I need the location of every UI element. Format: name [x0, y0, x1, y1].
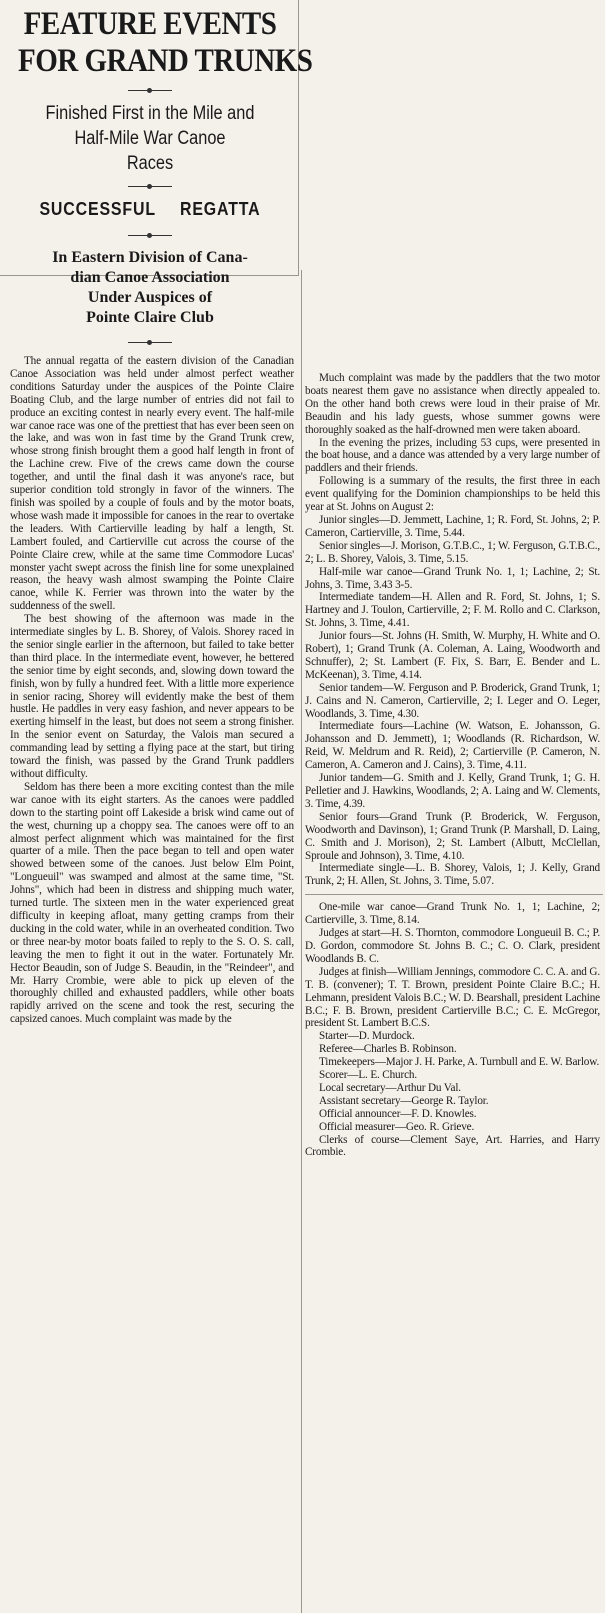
- official-entry: Assistant secretary—George R. Taylor.: [319, 1094, 489, 1107]
- banner-word-1: SUCCESSFUL: [39, 198, 156, 219]
- deck: [0, 248, 300, 328]
- official-entry: Timekeepers—Major J. H. Parke, A. Turnbull and E. W. Barlow.: [319, 1056, 600, 1069]
- ornament-dash: [128, 186, 172, 187]
- subhead-line-3: Races: [126, 153, 174, 174]
- article-paragraph: Following is a summary of the results, the first three in each event qualifying for the Dominion championships to be held this year at St. Johns on August 2:: [305, 475, 600, 514]
- result-entry: Junior singles—D. Jemmett, Lachine, 1; R. Ford, St. Johns, 2; P. Cameron, Cartierville, 3. Time, 5.44.: [305, 513, 600, 539]
- headline-line-1: FEATURE EVENTS: [23, 6, 277, 42]
- headline: [18, 6, 313, 80]
- result-entry: Intermediate fours—Lachine (W. Watson, E. Johansson, G. Johansson and D. Jemmett), 1; Woodlands (R. Richardson, W. Reid, W. Meldrum and R. Reid), 2; Cartierville (P. Cameron, N. Cameron, A. Cameron and J. Cains), 3. Time, 4.11.: [305, 720, 600, 772]
- official-entry: Official announcer—F. D. Knowles.: [319, 1107, 477, 1120]
- subhead-line-2: Half-Mile War Canoe: [74, 128, 226, 149]
- subhead-line-1: Finished First in the Mile and: [45, 103, 255, 124]
- deck-line-3: Under Auspices of: [87, 289, 213, 306]
- result-entry: Senior fours—Grand Trunk (P. Broderick, W. Ferguson, Woodworth and Davinson), 1; Grand Trunk (P. Marshall, D. Laing, C. Smith and J. Morison), 2; St. Lambert (Albutt, McClellan, Sproule and Johnson), 3. Time, 4.10.: [305, 810, 600, 862]
- ornament-dash: [128, 342, 172, 343]
- banner-word-2: REGATTA: [179, 198, 261, 219]
- official-entry: Official measurer—Geo. R. Grieve.: [319, 1120, 475, 1133]
- ornament-dash: [128, 90, 172, 91]
- result-entry: Junior tandem—G. Smith and J. Kelly, Grand Trunk, 1; G. H. Pelletier and J. Hawkins, Woodlands, 2; A. Laing and W. Clements, 3. Time, 4.39.: [305, 772, 600, 810]
- official-entry: Judges at finish—William Jennings, commodore C. C. A. and G. T. B. (convener); T. T. Brown, president Pointe Claire B.C.; H. Lehmann, president Valois B.C.; W. D. Bearshall, president Lachine B.C.; F. B. Brown, president Cartierville B.C.; C. E. McGregor, president St. Lambert B.C.S.: [305, 965, 601, 1030]
- deck-line-2: dian Canoe Association: [70, 269, 230, 286]
- deck-line-1: In Eastern Division of Cana-: [52, 249, 248, 266]
- official-entry: Referee—Charles B. Robinson.: [319, 1043, 457, 1056]
- article-paragraph: Seldom has there been a more exciting contest than the mile war canoe with its eight starters. As the canoes were paddled down to the starting point off Lakeside a brisk wind came out of the west, churning up a choppy sea. The canoes were off to an almost perfect alignment which was maintained for the first quarter of a mile. Then the pace began to tell and open water showed between some of the canoes. Just below Elm Point, "Longueuil" was swamped and almost at the same time, "St. Johns", which had been in distress and shipping much water, turned turtle. The sixteen men in the water experienced great difficulty in keeping afloat, many getting cramps from their ducking in the cold water, while in an overheated condition. Two or three near-by motor boats failed to reply to the S. O. S. call, leaving the men to fight it out in the water. Fortunately Mr. Hector Beaudin, son of Judge S. Beaudin, in the "Reindeer", and Mr. Harry Crombie, were able to pick up eleven of the thoroughly chilled and exhausted paddlers, while other boats rapidly arrived on the scene and took the rest, securing the capsized canoes. Much complaint was made by the: [10, 780, 294, 1026]
- result-entry: Senior tandem—W. Ferguson and P. Broderick, Grand Trunk, 1; J. Cains and N. Cameron, Cartierville, 2; I. Leger and O. Leger, Woodlands, 3. Time, 4.30.: [305, 681, 600, 720]
- article-paragraph: In the evening the prizes, including 53 cups, were presented in the boat house, and a dance was attended by a very large number of paddlers and their friends.: [305, 436, 600, 475]
- deck-line-4: Pointe Claire Club: [86, 309, 214, 326]
- section-divider: [305, 894, 603, 895]
- article-paragraph: The annual regatta of the eastern division of the Canadian Canoe Association was held under almost perfect weather conditions Saturday under the auspices of the Pointe Claire Boating Club, and the large number of entries did not fail to produce an exciting contest in nearly every event. The half-mile war canoe race was one of the prettiest that has ever been seen on the lake, and was won in fast time by the Grand Trunk crew, whose strong finish brought them a good half length in front of the Lachine crew. Five of the crews came down the course together, and until the final dash it was anyone's race, but superior condition told strongly in favor of the winners. The finish was spoiled by a couple of fouls and by the motor boats, whose wash made it impossible for canoes in the rear to overtake the leaders. With Cartierville leading by half a length, St. Lambert fouled, and Cartierville cut across the course of the Pointe Claire crew, while at the same time Commodore Lucas' monster yacht swept across the finish line for some unexplained reason, the heavy wash almost swamping the Pointe Claire canoe, while K. Ferrier was thrown into the water by the suddenness of the swell.: [10, 355, 294, 613]
- official-entry: Starter—D. Murdock.: [319, 1030, 415, 1043]
- result-entry: One-mile war canoe—Grand Trunk No. 1, 1; Lachine, 2; Cartierville, 3. Time, 8.14.: [305, 901, 600, 927]
- article-paragraph: The best showing of the afternoon was made in the intermediate singles by L. B. Shorey, of Valois. Shorey raced in the senior single earlier in the afternoon, but failed to take better than third place. In the intermediate event, however, he bettered the senior time by eight seconds, and, slowing down toward the finish, won by fully a hundred feet. With a little more experience in senior racing, Shorey will evidently make the best of them hustle. He paddles in very easy fashion, and never appears to be exerting himself in the least, but does not seem a strong finisher. In the senior event on Saturday, the Valois man secured a commanding lead by setting a flying pace at the start, but tiring toward the finish, was passed by the Grand Trunk paddlers without difficulty.: [10, 613, 294, 780]
- right-column-blank: [305, 0, 603, 372]
- official-entry: Clerks of course—Clement Saye, Art. Harries, and Harry Crombie.: [305, 1133, 600, 1159]
- ornament-dash: [128, 235, 172, 236]
- official-entry: Scorer—L. E. Church.: [319, 1069, 417, 1082]
- article-body-right: [305, 372, 603, 888]
- result-entry: Intermediate tandem—H. Allen and R. Ford, St. Johns, 1; S. Hartney and J. Toulon, Cartierville, 2; F. M. Rollo and C. Clarkson, St. Johns, 3. Time, 4.41.: [305, 591, 600, 630]
- article-body-left: [0, 355, 300, 1026]
- official-entry: Judges at start—H. S. Thornton, commodore Longueuil B. C.; P. D. Gordon, commodore St. Johns B. C.; C. O. Clark, president Woodlands B. C.: [305, 927, 600, 965]
- subhead: [21, 101, 279, 176]
- result-entry: Intermediate single—L. B. Shorey, Valois, 1; J. Kelly, Grand Trunk, 2; H. Allen, St. Johns, 3. Time, 5.07.: [305, 862, 600, 888]
- official-entry: Local secretary—Arthur Du Val.: [319, 1081, 461, 1094]
- result-entry: Junior fours—St. Johns (H. Smith, W. Murphy, H. White and O. Robert), 1; Grand Trunk (A. Coleman, A. Laing, Woodworth and Schnuffer), 2; St. Lambert (F. Fix, S. Barr, E. Bender and L. McKeenan), 3. Time, 4.14.: [305, 630, 600, 681]
- article-paragraph: Much complaint was made by the paddlers that the two motor boats nearest them gave no assistance when directly appealed to. On the other hand both crews were loud in their praise of Mr. Beaudin and his lady guests, whose summer gowns were thoroughly soaked as the half-drowned men were taken aboard.: [305, 372, 600, 436]
- banner-headline: [21, 197, 279, 221]
- result-entry: Half-mile war canoe—Grand Trunk No. 1, 1; Lachine, 2; St. Johns, 3. Time, 3.43 3-5.: [305, 565, 600, 591]
- headline-line-2: FOR GRAND TRUNKS: [18, 43, 313, 79]
- result-entry: Senior singles—J. Morison, G.T.B.C., 1; W. Ferguson, G.T.B.C., 2; L. B. Shorey, Valois, 3. Time, 5.15.: [305, 539, 600, 565]
- right-column: [305, 0, 603, 1613]
- officials-list: [305, 901, 603, 1159]
- column-rule: [301, 270, 302, 1613]
